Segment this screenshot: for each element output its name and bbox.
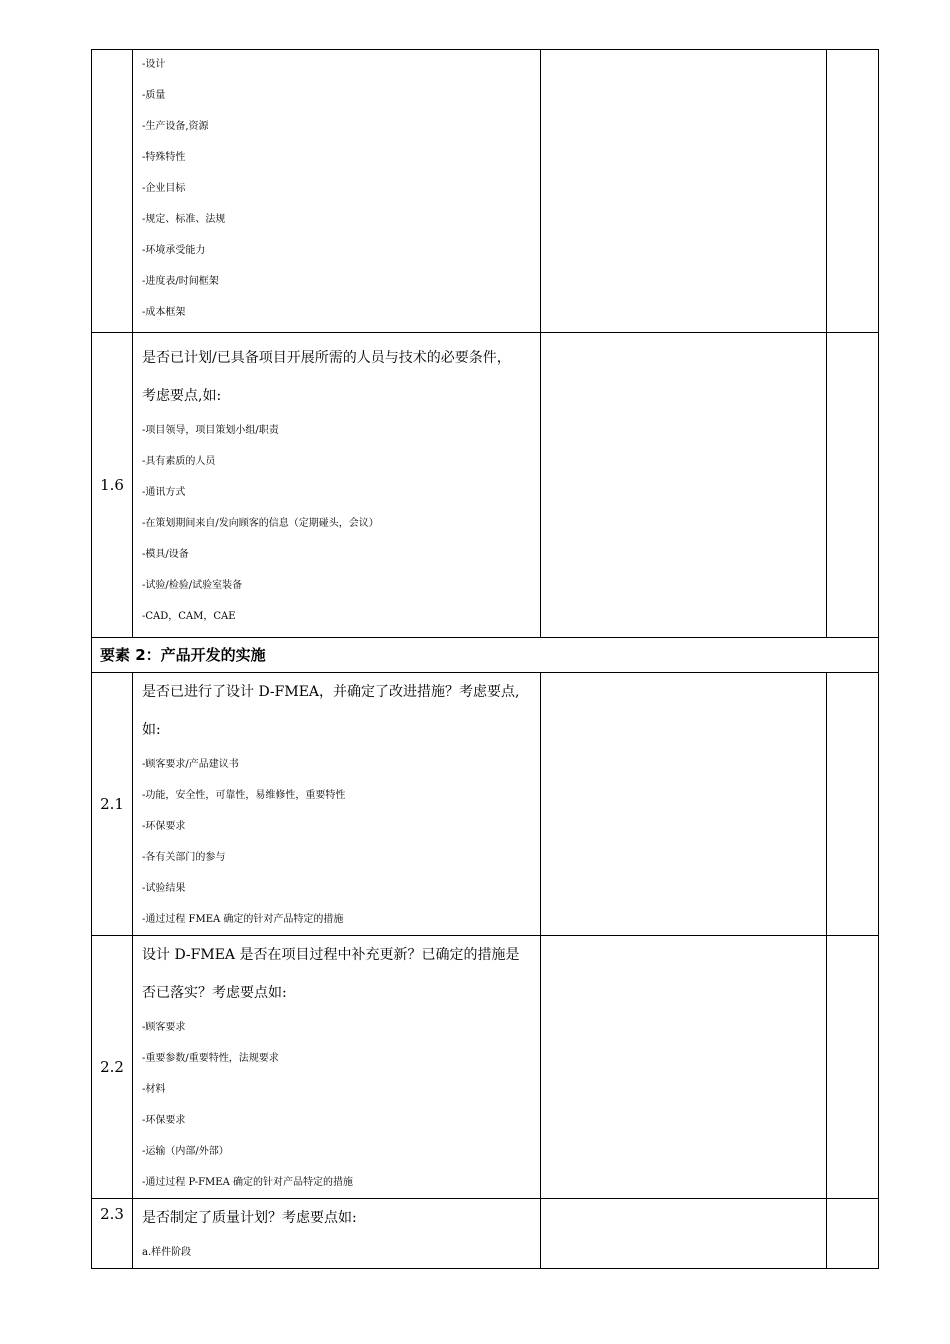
question-text: 如: bbox=[142, 722, 161, 738]
question-cell bbox=[133, 673, 541, 936]
question-text: 是否已计划/已具备项目开展所需的人员与技术的必要条件， bbox=[142, 350, 511, 366]
consideration-item: -在策划期间来自/发向顾客的信息（定期碰头，会议） bbox=[142, 518, 379, 529]
score-cell[interactable] bbox=[827, 936, 879, 1199]
question-cell bbox=[133, 50, 541, 333]
question-text: 是否已进行了设计 D-FMEA，并确定了改进措施？考虑要点, bbox=[142, 684, 520, 700]
consideration-item: -进度表/时间框架 bbox=[142, 276, 219, 287]
table-row bbox=[92, 333, 879, 638]
consideration-item: -通过过程 FMEA 确定的针对产品特定的措施 bbox=[142, 914, 344, 925]
consideration-item: -试验/检验/试验室装备 bbox=[142, 580, 243, 591]
section-header-row bbox=[92, 638, 879, 673]
consideration-item: -功能，安全性，可靠性，易维修性，重要特性 bbox=[142, 790, 346, 801]
question-text: 否已落实？考虑要点如: bbox=[142, 985, 287, 1001]
consideration-item: -设计 bbox=[142, 59, 166, 70]
consideration-item: -材料 bbox=[142, 1084, 166, 1095]
consideration-item: -各有关部门的参与 bbox=[142, 852, 226, 863]
evidence-cell[interactable] bbox=[541, 50, 827, 333]
table-row bbox=[92, 673, 879, 936]
item-number-cell: 2.2 bbox=[92, 936, 133, 1199]
consideration-item: -运输（内部/外部） bbox=[142, 1146, 229, 1157]
consideration-item: -项目领导，项目策划小组/职责 bbox=[142, 425, 279, 436]
score-cell[interactable] bbox=[827, 333, 879, 638]
section-title: 要素 2：产品开发的实施 bbox=[92, 638, 879, 673]
consideration-item: a.样件阶段 bbox=[142, 1247, 192, 1258]
evidence-cell[interactable] bbox=[541, 1199, 827, 1269]
score-cell[interactable] bbox=[827, 673, 879, 936]
consideration-item: -顾客要求 bbox=[142, 1022, 186, 1033]
question-text: 考虑要点,如: bbox=[142, 388, 222, 404]
consideration-item: -重要参数/重要特性，法规要求 bbox=[142, 1053, 279, 1064]
consideration-item: -通讯方式 bbox=[142, 487, 186, 498]
evidence-cell[interactable] bbox=[541, 673, 827, 936]
table-row bbox=[92, 1199, 879, 1269]
score-cell[interactable] bbox=[827, 50, 879, 333]
consideration-item: -环保要求 bbox=[142, 821, 186, 832]
consideration-item: -质量 bbox=[142, 90, 166, 101]
consideration-item: -模具/设备 bbox=[142, 549, 189, 560]
consideration-item: -顾客要求/产品建议书 bbox=[142, 759, 239, 770]
question-cell bbox=[133, 1199, 541, 1269]
consideration-item: -生产设备,资源 bbox=[142, 121, 209, 132]
item-number-cell: 2.1 bbox=[92, 673, 133, 936]
consideration-item: -试验结果 bbox=[142, 883, 186, 894]
consideration-item: -CAD，CAM，CAE bbox=[142, 611, 236, 622]
question-cell bbox=[133, 936, 541, 1199]
consideration-item: -特殊特性 bbox=[142, 152, 186, 163]
question-text: 设计 D-FMEA 是否在项目过程中补充更新？已确定的措施是 bbox=[142, 947, 520, 963]
consideration-item: -规定、标准、法规 bbox=[142, 214, 226, 225]
evidence-cell[interactable] bbox=[541, 333, 827, 638]
table-row bbox=[92, 50, 879, 333]
consideration-item: -企业目标 bbox=[142, 183, 186, 194]
question-cell bbox=[133, 333, 541, 638]
audit-checklist-table bbox=[91, 49, 879, 1269]
item-number-cell: 2.3 bbox=[92, 1199, 133, 1269]
table-row bbox=[92, 936, 879, 1199]
score-cell[interactable] bbox=[827, 1199, 879, 1269]
item-number-cell: 1.6 bbox=[92, 333, 133, 638]
evidence-cell[interactable] bbox=[541, 936, 827, 1199]
item-number-cell bbox=[92, 50, 133, 333]
question-text: 是否制定了质量计划？考虑要点如: bbox=[142, 1210, 357, 1226]
consideration-item: -通过过程 P-FMEA 确定的针对产品特定的措施 bbox=[142, 1177, 353, 1188]
consideration-item: -具有素质的人员 bbox=[142, 456, 216, 467]
consideration-item: -环保要求 bbox=[142, 1115, 186, 1126]
consideration-item: -环境承受能力 bbox=[142, 245, 206, 256]
consideration-item: -成本框架 bbox=[142, 307, 186, 318]
